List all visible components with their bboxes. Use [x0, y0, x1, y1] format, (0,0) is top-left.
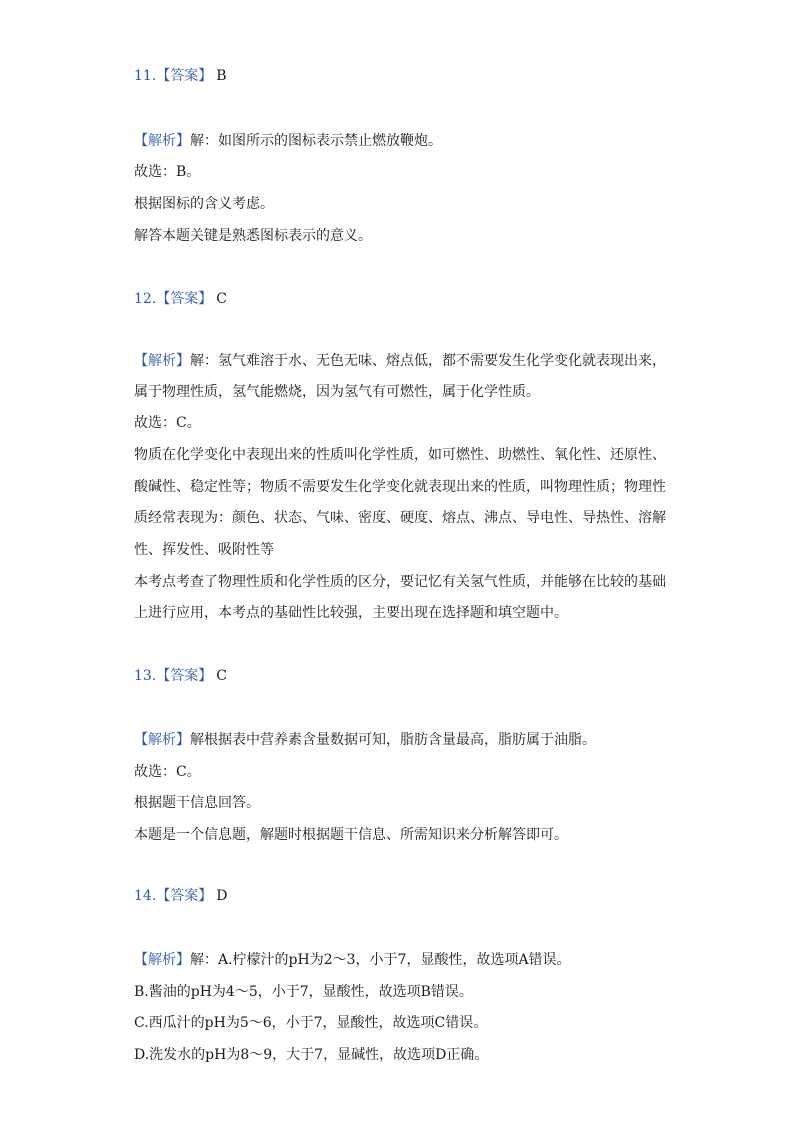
analysis-line: 质经常表现为：颜色、状态、气味、密度、硬度、熔点、沸点、导电性、导热性、溶解 — [134, 510, 666, 526]
analysis-line: 根据题干信息回答。 — [134, 795, 260, 811]
analysis-line: 酸碱性、稳定性等；物质不需要发生化学变化就表现出来的性质，叫物理性质；物理性 — [134, 479, 666, 495]
analysis-text: 解：A.柠檬汁的pH为2～3，小于7，显酸性，故选项A错误。 — [190, 952, 571, 968]
answer-letter: C — [216, 291, 227, 307]
analysis-line: 性、挥发性、吸附性等 — [134, 542, 274, 558]
analysis-line: D.洗发水的pH为8～9，大于7，显碱性，故选项D正确。 — [134, 1047, 489, 1063]
analysis-tag: 【解析】 — [134, 952, 190, 968]
analysis-line: C.西瓜汁的pH为5～6，小于7，显酸性，故选项C错误。 — [134, 1015, 488, 1031]
analysis-tag: 【解析】 — [134, 732, 190, 748]
analysis-line: 根据图标的含义考虑。 — [134, 196, 274, 212]
question-number: 12. — [134, 291, 157, 307]
analysis-line: 属于物理性质，氢气能燃烧，因为氢气有可燃性，属于化学性质。 — [134, 384, 540, 400]
answer-tag: 【答案】 — [156, 291, 213, 307]
analysis-line — [134, 131, 442, 151]
analysis-tag: 【解析】 — [134, 133, 190, 149]
analysis-line — [134, 730, 596, 750]
answer-letter: C — [216, 668, 227, 684]
analysis-line — [134, 950, 571, 970]
analysis-text: 解：如图所示的图标表示禁止燃放鞭炮。 — [190, 133, 442, 149]
analysis-line: 故选：B。 — [134, 164, 201, 180]
question-number: 11. — [134, 68, 157, 84]
question-number: 13. — [134, 668, 157, 684]
question-11-answer-heading — [134, 66, 227, 86]
question-number: 14. — [134, 888, 157, 904]
question-14-answer-heading — [134, 886, 228, 906]
analysis-text: 解：氢气难溶于水、无色无味、熔点低，都不需要发生化学变化就表现出来， — [190, 353, 666, 369]
analysis-text: 解根据表中营养素含量数据可知，脂肪含量最高，脂肪属于油脂。 — [190, 732, 596, 748]
answer-tag: 【答案】 — [156, 68, 213, 84]
analysis-line: 本题是一个信息题，解题时根据题干信息、所需知识来分析解答即可。 — [134, 827, 568, 843]
question-12-answer-heading — [134, 289, 227, 309]
analysis-line: 物质在化学变化中表现出来的性质叫化学性质，如可燃性、助燃性、氧化性、还原性、 — [134, 447, 666, 463]
answer-tag: 【答案】 — [156, 888, 213, 904]
question-13-answer-heading — [134, 666, 227, 686]
analysis-line: 解答本题关键是熟悉图标表示的意义。 — [134, 228, 372, 244]
analysis-line: 本考点考查了物理性质和化学性质的区分，要记忆有关氢气性质，并能够在比较的基础 — [134, 574, 666, 590]
analysis-tag: 【解析】 — [134, 353, 190, 369]
answer-letter: D — [216, 888, 228, 904]
analysis-line: 上进行应用，本考点的基础性比较强，主要出现在选择题和填空题中。 — [134, 605, 568, 621]
analysis-line — [134, 351, 666, 371]
analysis-line: 故选：C。 — [134, 764, 201, 780]
answer-letter: B — [216, 68, 227, 84]
answer-tag: 【答案】 — [156, 668, 213, 684]
analysis-line: B.酱油的pH为4～5，小于7，显酸性，故选项B错误。 — [134, 984, 473, 1000]
analysis-line: 故选：C。 — [134, 415, 201, 431]
